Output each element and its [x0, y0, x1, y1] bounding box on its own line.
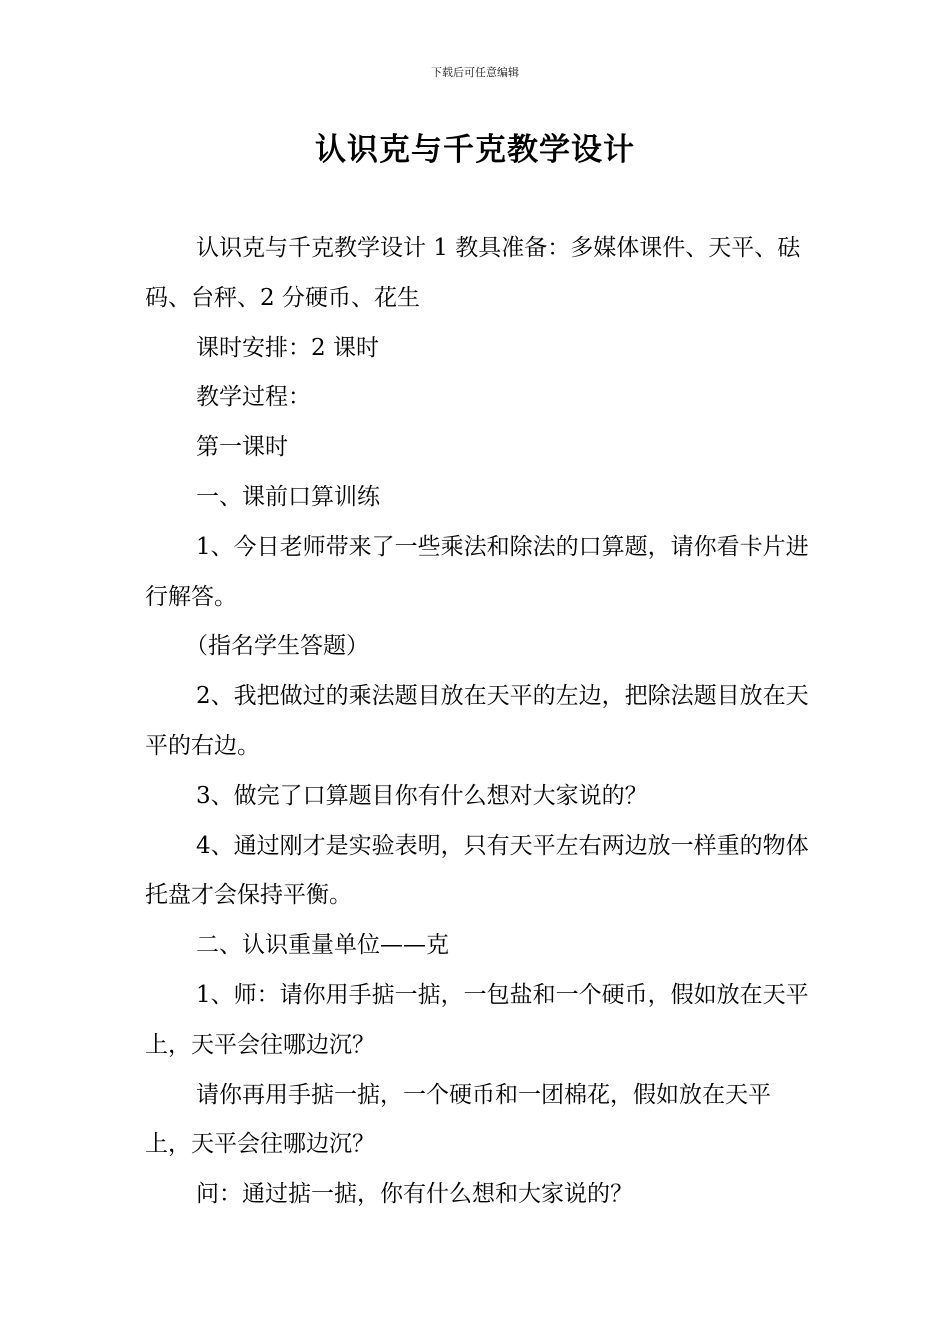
paragraph: 认识克与千克教学设计 1 教具准备：多媒体课件、天平、砝码、台秤、2 分硬币、花生 [145, 235, 801, 311]
document-body [145, 224, 813, 1220]
paragraph: 1、师：请你用手掂一掂，一包盐和一个硬币，假如放在天平上，天平会往哪边沉？ [145, 981, 809, 1058]
paragraph: 教学过程： [196, 384, 311, 411]
document-title: 认识克与千克教学设计 [315, 132, 635, 168]
section-heading: 一、课前口算训练 [196, 483, 380, 510]
section-heading: 二、认识重量单位——克 [196, 932, 449, 959]
header-note: 下载后可任意编辑 [431, 66, 519, 79]
paragraph: 1、今日老师带来了一些乘法和除法的口算题，请你看卡片进行解答。 [145, 533, 809, 610]
paragraph: 课时安排：2 课时 [196, 334, 379, 361]
paragraph: 第一课时 [196, 434, 288, 461]
paragraph: 请你再用手掂一掂，一个硬币和一团棉花，假如放在天平上，天平会往哪边沉？ [145, 1081, 771, 1158]
paragraph: 问：通过掂一掂，你有什么想和大家说的？ [196, 1181, 633, 1208]
paragraph: （指名学生答题） [185, 633, 369, 660]
paragraph: 3、做完了口算题目你有什么想对大家说的？ [196, 782, 648, 809]
paragraph: 2、我把做过的乘法题目放在天平的左边，把除法题目放在天平的右边。 [145, 683, 809, 759]
paragraph: 4、通过刚才是实验表明，只有天平左右两边放一样重的物体托盘才会保持平衡。 [145, 832, 809, 909]
